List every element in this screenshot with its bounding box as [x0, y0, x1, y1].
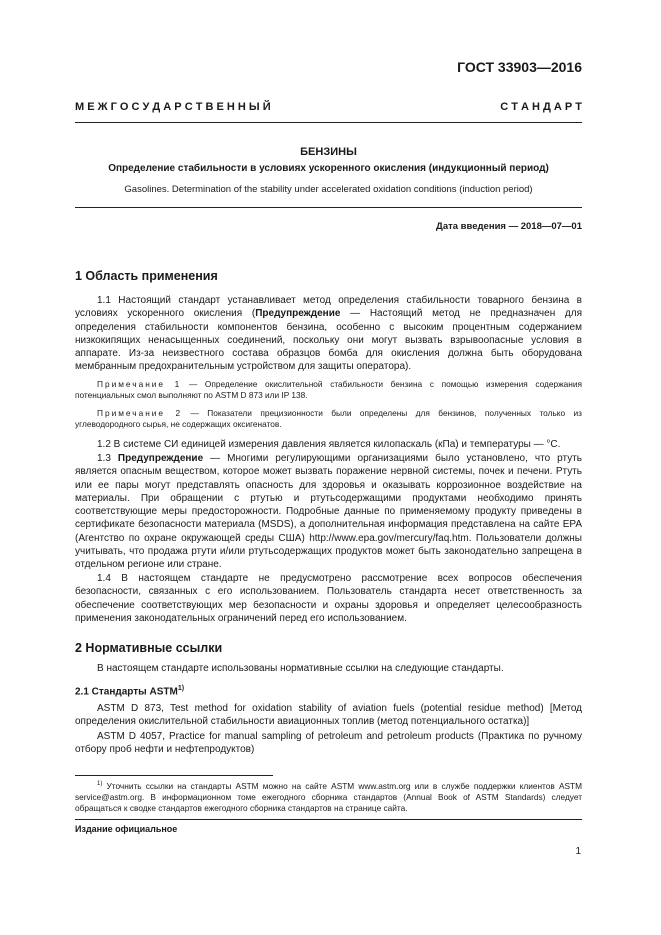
reference-astm-d873: ASTM D 873, Test method for oxidation stability of aviation fuels (potential residue method) [Метод определения окислительной стабильности авиационных топлив (метод потенциального остатка)]	[75, 703, 582, 728]
main-title: БЕНЗИНЫ	[300, 146, 357, 158]
footnote-rule	[75, 775, 273, 776]
note-2-label: Примечание 2	[97, 408, 183, 418]
section-2-heading: 2 Нормативные ссылки	[75, 641, 223, 655]
paragraph-1-2: 1.2 В системе СИ единицей измерения давления является килопаскаль (кПа) и температуры — °С.	[97, 439, 561, 450]
footnote-marker: 1)	[97, 781, 103, 787]
document-number: ГОСТ 33903—2016	[457, 59, 582, 75]
official-edition-label: Издание официальное	[75, 824, 178, 834]
subtitle-russian: Определение стабильности в условиях ускоренного окисления (индукционный период)	[108, 163, 549, 174]
note-2	[75, 408, 582, 431]
p1-start: 1.1 Настоящий стандарт устанавливает метод определения стабильности товарного бензина в условиях ускоренного окисления (	[75, 295, 582, 320]
title-rule-top	[75, 122, 582, 123]
banner-interstate: М Е Ж Г О С У Д А Р С Т В Е Н Н Ы Й	[75, 101, 271, 113]
subsection-2-1-heading: 2.1 Стандарты ASTM$^{1)}$	[75, 685, 185, 698]
note-2-text: — Показатели прецизионности были определены для бензинов, полученных только из углеводородного сырья, не содержащих оксигенатов.	[75, 408, 582, 430]
footnote-text: Уточнить ссылки на стандарты ASTM можно на сайте ASTM www.astm.org или в службе поддержки клиентов ASTM service@astm.org. В информационном томе ежегодного сборника стандартов (Annual Book of ASTM Standards) следует обращаться к сводке стандартов ежегодного сборника стандартов на странице сайта.	[75, 780, 582, 813]
note-1	[75, 379, 582, 402]
paragraph-1-4: 1.4 В настоящем стандарте не предусмотрено рассмотрение всех вопросов обеспечения безопасности, связанных с его использованием. Пользователь стандарта несет ответственность за обеспечение соответствующих мер безопасности и охраны здоровья и определяет целесообразность применения законодательных ограничений перед его использованием.	[75, 573, 582, 624]
p3-end: — Многими регулирующими организациями было установлено, что ртуть является опасным веществом, которое может вызвать поражение нервной системы, почек и печени. Ртуть или ее пары могут представлять опасность для здоровья и оказывать коррозионное воздействие на материалы. При обращении с ртутью и ртутьсодержащими продуктами необходимо принять соответствующие меры предосторожности. Подробные данные по применяемому продукту приведены в сертификате безопасности материала (MSDS), а дополнительная информация представлена на сайте EPA (Агентство по охране окружающей среды США) http://www.epa.gov/mercury/faq.htm. Пользователи должны учитывать, что продажа ртути и/или ртутьсодержащих продуктов может быть законодательно запрещена в отдельном регионе или стране.	[75, 453, 582, 571]
note-1-label: Примечание 1	[97, 379, 182, 389]
section-1-heading: 1 Область применения	[75, 269, 218, 283]
banner-standard: С Т А Н Д А Р Т	[500, 101, 582, 113]
introduction-date: Дата введения — 2018—07—01	[436, 221, 582, 232]
paragraph-1-1	[75, 294, 582, 374]
footnote-1	[75, 779, 582, 814]
p1-end: — Настоящий метод не предназначен для определения стабильности компонентов бензина, особенно с высоким процентным содержанием низкокипящих ненасыщенных соединений, поскольку они могут вызвать взрывоопасные условия в аппарате. Из-за неизвестного состава образцов бомба для окисления должна быть оборудована мембранным предохранительным устройством для защиты оператора).	[75, 308, 582, 373]
p3-start: 1.3	[97, 453, 118, 464]
footnote-ref-1[interactable]: 1)	[177, 685, 185, 692]
title-rule-bottom	[75, 207, 582, 208]
p1-warning: Предупреждение	[255, 308, 341, 320]
section-2-intro: В настоящем стандарте использованы нормативные ссылки на следующие стандарты.	[97, 663, 504, 674]
standard-banner	[75, 101, 582, 113]
paragraph-1-3	[75, 452, 582, 572]
subtitle-english: Gasolines. Determination of the stability under accelerated oxidation conditions (induction period)	[124, 184, 533, 195]
p3-warning: Предупреждение	[117, 453, 204, 464]
footer-rule	[75, 819, 582, 820]
page-number: 1	[575, 846, 581, 857]
note-1-text: — Определение окислительной стабильности бензина с помощью измерения содержания потенциальных смол выполняют по ASTM D 873 или IP 138.	[75, 379, 582, 401]
reference-astm-d4057: ASTM D 4057, Practice for manual sampling of petroleum and petroleum products (Практика по ручному отбору проб нефти и нефтепродуктов)	[75, 731, 582, 756]
